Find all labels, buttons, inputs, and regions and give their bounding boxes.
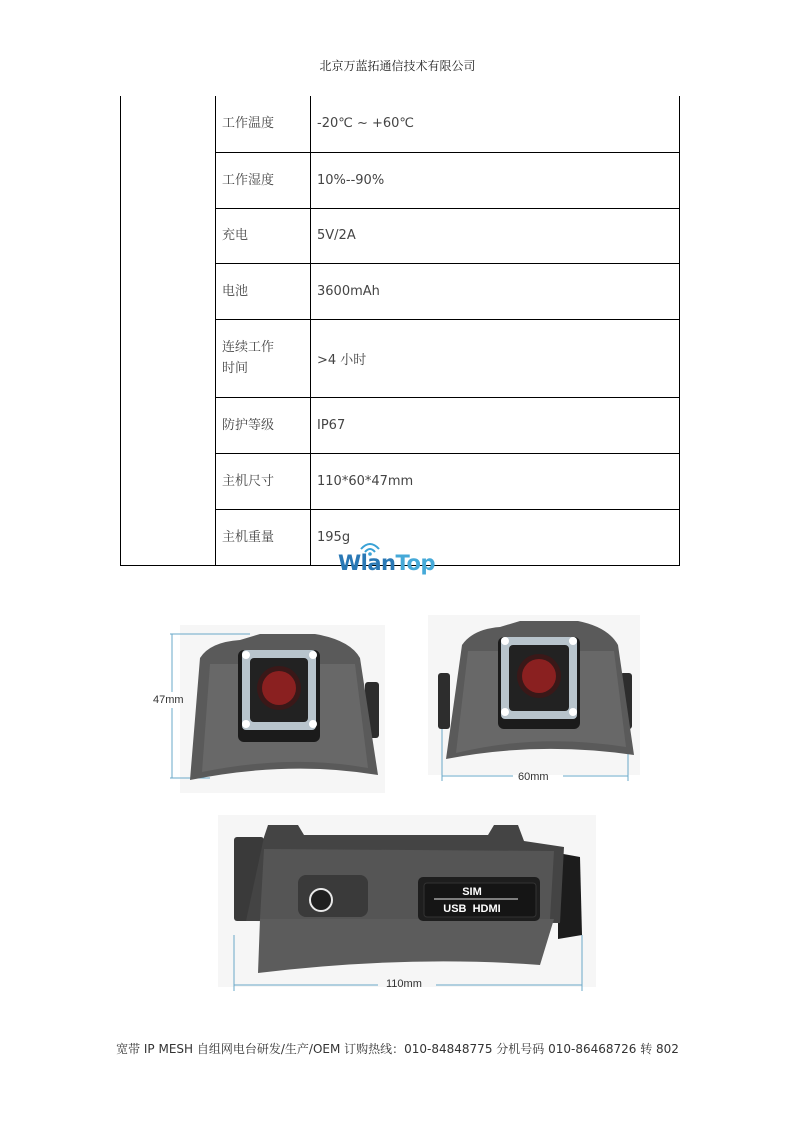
blank-cell <box>121 96 216 565</box>
logo-text <box>338 551 435 575</box>
sim-port-label: SIM <box>462 886 482 898</box>
spec-table <box>120 96 680 566</box>
spec-label: 主机尺寸 <box>216 453 311 509</box>
spec-label: 连续工作 时间 <box>216 319 311 397</box>
spec-value: 195g <box>311 509 680 565</box>
wlantop-logo <box>338 540 438 580</box>
spec-value: 5V/2A <box>311 208 680 263</box>
spec-label: 工作湿度 <box>216 152 311 208</box>
spec-label: 电池 <box>216 263 311 319</box>
logo-text-part2: Top <box>395 551 435 575</box>
spec-label: 工作温度 <box>216 96 311 152</box>
usb-hdmi-port-label: USB HDMI <box>443 903 501 915</box>
spec-value: 3600mAh <box>311 263 680 319</box>
spec-label: 防护等级 <box>216 397 311 453</box>
spec-value: IP67 <box>311 397 680 453</box>
spec-value: >4 小时 <box>311 319 680 397</box>
camera-front-width-figure <box>428 615 643 785</box>
table-row <box>121 96 680 152</box>
spec-value: 10%--90% <box>311 152 680 208</box>
height-dimension-label: 47mm <box>153 694 184 706</box>
page-footer: 宽带 IP MESH 自组网电台研发/生产/OEM 订购热线：010-84848775 分机号码 010-86468726 转 802 <box>116 1042 679 1056</box>
width-dimension-label: 60mm <box>518 771 549 783</box>
page-header: 北京万蓝拓通信技术有限公司 <box>319 59 476 73</box>
spec-value: -20℃ ~ +60℃ <box>311 96 680 152</box>
spec-value: 110*60*47mm <box>311 453 680 509</box>
length-dimension-label: 110mm <box>386 978 422 990</box>
spec-label: 主机重量 <box>216 509 311 565</box>
logo-text-part1: Wlan <box>338 551 396 575</box>
camera-side-length-figure <box>218 815 598 995</box>
spec-label: 充电 <box>216 208 311 263</box>
camera-front-height-figure <box>150 620 390 800</box>
